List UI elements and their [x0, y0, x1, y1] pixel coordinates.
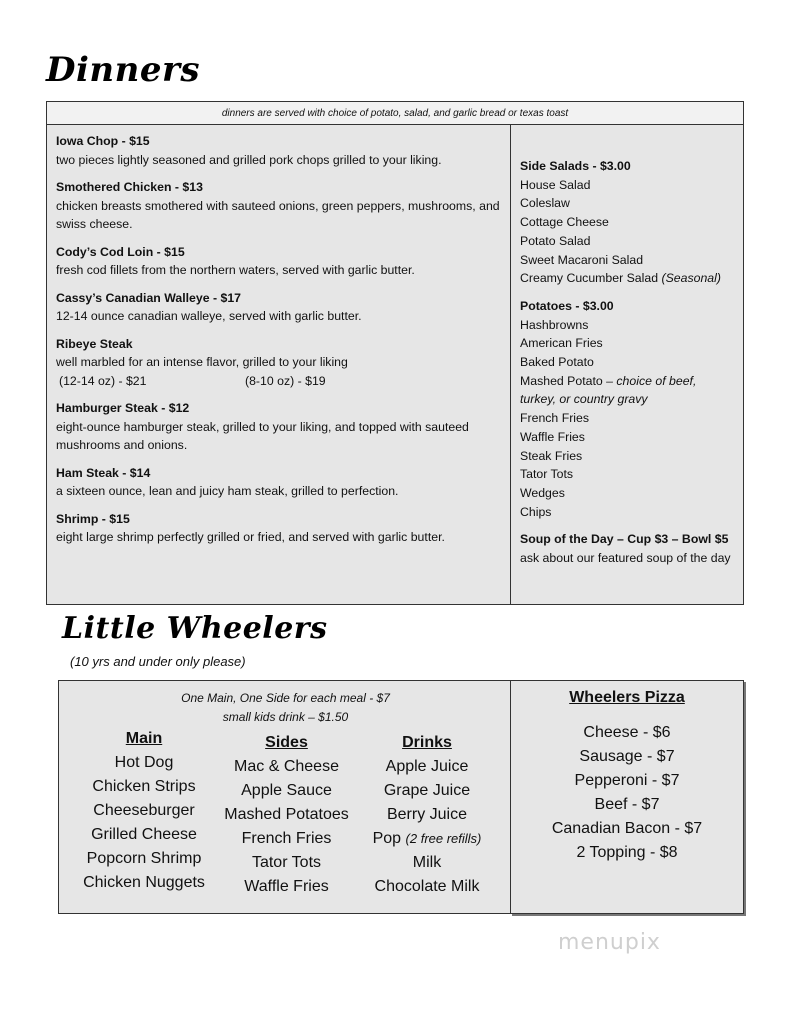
item-name: Smothered Chicken - $13 [56, 180, 203, 194]
list-item: Waffle Fries [244, 878, 329, 895]
list-item: 2 Topping - $8 [576, 844, 678, 861]
list-item: Cheese - $6 [583, 724, 671, 741]
list-item: Popcorn Shrimp [86, 850, 202, 867]
kids-drink-price: small kids drink – $1.50 [222, 710, 349, 724]
list-item [357, 827, 497, 851]
list-item: Steak Fries [520, 448, 583, 463]
item-name: Shrimp - $15 [56, 511, 130, 526]
list-item: Apple Juice [385, 758, 469, 775]
potatoes-heading: Potatoes - $3.00 [520, 298, 614, 313]
little-wheelers-note: (10 yrs and under only please) [70, 654, 246, 669]
pizza-list [511, 721, 743, 865]
refill-note: (2 free refills) [405, 831, 482, 846]
list-item: Chicken Strips [92, 778, 196, 795]
menu-item [56, 132, 501, 169]
item-name: Ham Steak - $14 [56, 465, 151, 480]
side-salads-heading: Side Salads - $3.00 [520, 159, 631, 173]
item-name: Cody’s Cod Loin - $15 [56, 244, 185, 259]
list-item: Hot Dog [114, 754, 174, 771]
gravy-note: – choice of beef, turkey, or country gravy [520, 373, 697, 407]
list-item: Pepperoni - $7 [574, 772, 680, 789]
list-item: Waffle Fries [520, 429, 585, 444]
list-item: Tator Tots [520, 467, 574, 482]
list-item: Chicken Nuggets [83, 874, 205, 891]
item-description: eight large shrimp perfectly grilled or fried, and served with garlic butter. [56, 530, 445, 544]
item-description: fresh cod fillets from the northern waters, served with garlic butter. [56, 263, 415, 277]
list-item: French Fries [241, 830, 332, 847]
dinners-note-bar [46, 101, 744, 125]
item-description: well marbled for an intense flavor, grilled to your liking [56, 355, 348, 369]
list-item: Milk [412, 854, 442, 871]
ribeye-sizes [56, 372, 501, 391]
main-heading: Main [125, 730, 163, 747]
pizza-heading: Wheelers Pizza [569, 689, 685, 706]
menu-item [56, 464, 501, 501]
kids-main-column [79, 727, 209, 895]
kids-meal-panel [58, 680, 511, 914]
list-item: Canadian Bacon - $7 [551, 820, 703, 837]
item-description: eight-ounce hamburger steak, grilled to your liking, and topped with sauteed mushrooms and onions. [56, 419, 469, 452]
side-salads-group [520, 157, 734, 288]
menu-item [56, 399, 501, 455]
list-item: Mac & Cheese [234, 758, 339, 775]
soup-heading: Soup of the Day – Cup $3 – Bowl $5 [520, 532, 729, 547]
kids-meal-price: One Main, One Side for each meal - $7 [181, 691, 390, 705]
dinners-title: Dinners [46, 50, 201, 90]
item-name: Cassy’s Canadian Walleye - $17 [56, 290, 241, 305]
item-description: 12-14 ounce canadian walleye, served with garlic butter. [56, 309, 362, 323]
dinners-note: dinners are served with choice of potato, salad, and garlic bread or texas toast [221, 108, 569, 119]
item-label: Mashed Potato [520, 373, 603, 388]
dinner-entrees-panel [46, 124, 511, 605]
size-large: (12-14 oz) - $21 [59, 373, 147, 388]
list-item: Hashbrowns [520, 317, 589, 332]
list-item: Potato Salad [520, 233, 591, 248]
item-description: chicken breasts smothered with sauteed onions, green peppers, mushrooms, and swiss cheese. [56, 198, 500, 231]
item-name: Iowa Chop - $15 [56, 134, 150, 148]
list-item: Cheeseburger [93, 802, 195, 819]
drinks-heading: Drinks [402, 734, 452, 751]
list-item: Tator Tots [251, 854, 322, 871]
dinner-sides-panel [510, 124, 744, 605]
kids-sides-column [214, 731, 359, 899]
item-label: Pop [372, 830, 402, 847]
list-item: Sausage - $7 [579, 748, 675, 765]
pizza-panel [510, 680, 744, 914]
soup-group [520, 530, 734, 567]
item-name: Ribeye Steak [56, 336, 133, 351]
watermark: menupix [558, 930, 661, 955]
kids-drinks-column [357, 731, 497, 899]
list-item: American Fries [520, 336, 603, 351]
item-description: a sixteen ounce, lean and juicy ham steak, grilled to perfection. [56, 484, 399, 498]
item-description: two pieces lightly seasoned and grilled pork chops grilled to your liking. [56, 152, 442, 167]
potatoes-group [520, 297, 734, 521]
size-small: (8-10 oz) - $19 [245, 373, 326, 388]
soup-description: ask about our featured soup of the day [520, 551, 731, 566]
list-item: House Salad [520, 177, 591, 192]
menu-item [56, 289, 501, 326]
menu-item [56, 510, 501, 547]
seasonal-note: (Seasonal) [661, 271, 721, 286]
list-item: Coleslaw [520, 196, 570, 211]
item-label: Creamy Cucumber Salad [520, 271, 659, 286]
menu-item [56, 335, 501, 391]
menu-item [56, 243, 501, 280]
list-item: Chips [520, 504, 552, 519]
list-item [520, 372, 734, 409]
list-item: Sweet Macaroni Salad [520, 252, 644, 267]
list-item: Grilled Cheese [91, 826, 197, 843]
list-item: Mashed Potatoes [224, 806, 349, 823]
list-item [520, 269, 734, 288]
list-item: Wedges [520, 485, 565, 500]
list-item: Beef - $7 [594, 796, 660, 813]
list-item: Cottage Cheese [520, 215, 609, 230]
menu-item [56, 178, 501, 234]
list-item: Baked Potato [520, 355, 594, 370]
sides-heading: Sides [265, 734, 308, 751]
list-item: Chocolate Milk [374, 878, 480, 895]
little-wheelers-title: Little Wheelers [62, 611, 328, 646]
list-item: Apple Sauce [241, 782, 332, 799]
list-item: French Fries [520, 411, 590, 426]
item-name: Hamburger Steak - $12 [56, 401, 190, 415]
list-item: Grape Juice [383, 782, 471, 799]
list-item: Berry Juice [386, 806, 468, 823]
